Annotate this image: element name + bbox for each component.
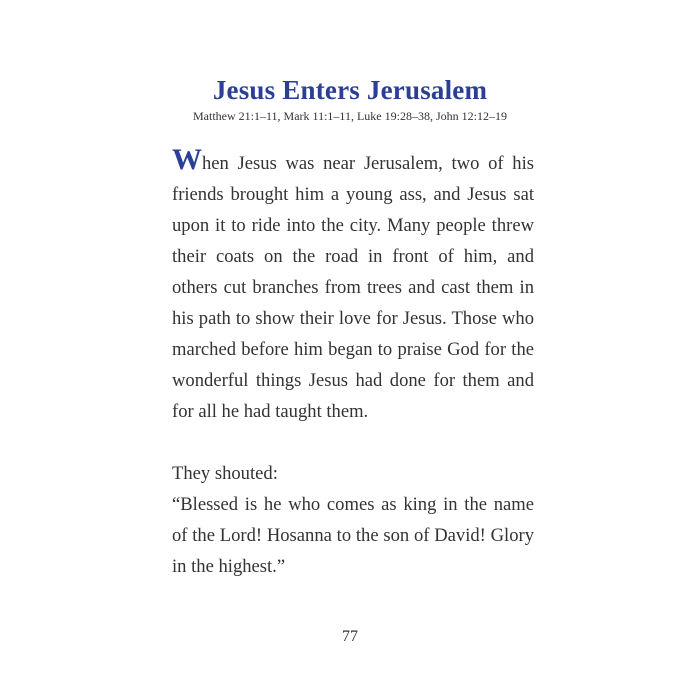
- paragraph-story: [172, 143, 534, 427]
- page-number: 77: [342, 628, 358, 645]
- scripture-references: Matthew 21:1–11, Mark 11:1–11, Luke 19:28–38, John 12:12–19: [193, 109, 507, 123]
- paragraph-quote: “Blessed is he who comes as king in the name of the Lord! Hosanna to the son of David! Glory in the highest.”: [172, 494, 534, 577]
- page-title: Jesus Enters Jerusalem: [212, 75, 488, 105]
- paragraph-shout-intro: They shouted:: [172, 463, 278, 484]
- story-body: [172, 143, 534, 582]
- drop-cap: W: [172, 143, 202, 176]
- paragraph-spacer: [172, 427, 534, 458]
- paragraph-story-text: hen Jesus was near Jerusalem, two of his friends brought him a young ass, and Jesus sat upon it to ride into the city. Many people threw their coats on the road in front of him, and others cut branches from trees and cast them in his path to show their love for Jesus. Those who marched before him began to praise God for the wonderful things Jesus had done for them and for all he had taught them.: [172, 153, 534, 422]
